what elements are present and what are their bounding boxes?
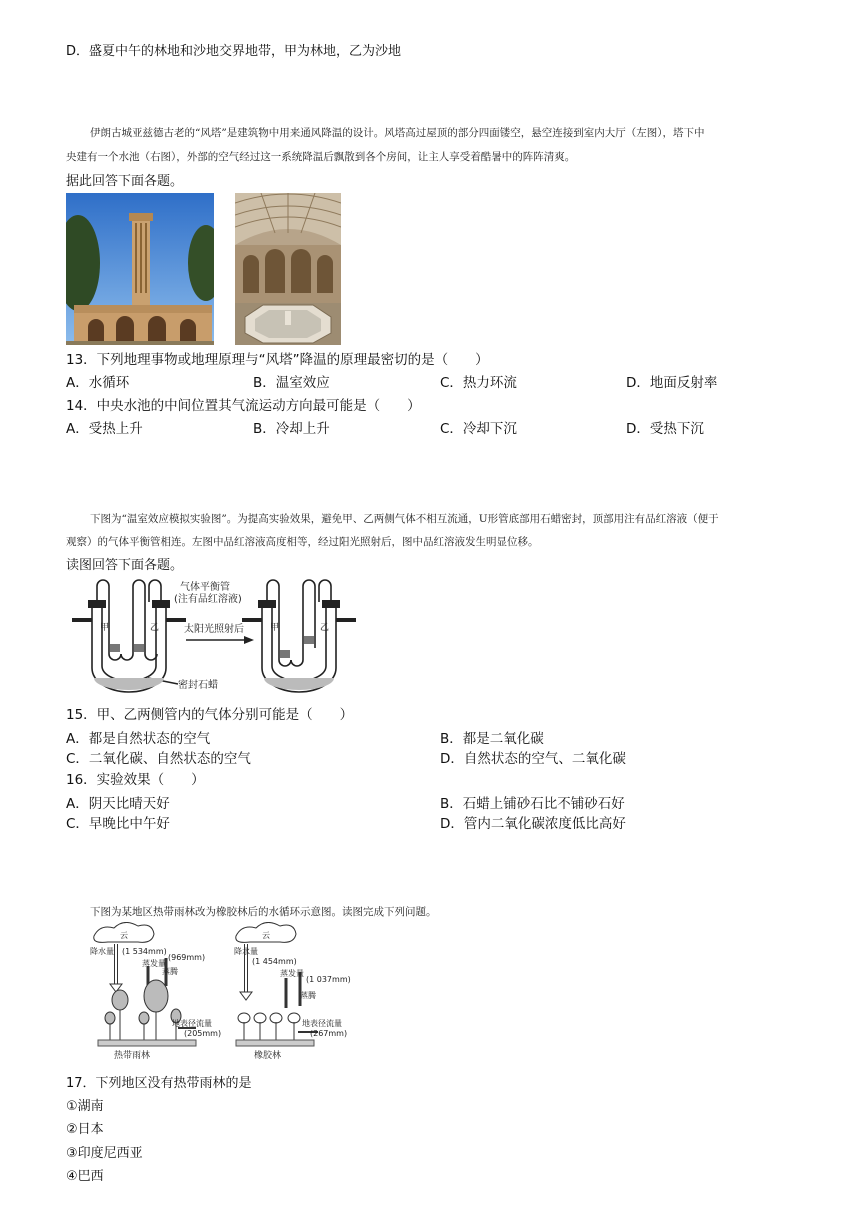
- right-precip-value: (1 454mm): [252, 957, 297, 966]
- label-yi: 乙: [150, 623, 160, 633]
- q13-option-a[interactable]: A．水循环: [66, 375, 130, 391]
- q13-option-d[interactable]: D．地面反射率: [626, 375, 718, 391]
- right-evap-label: 蒸发量: [280, 969, 304, 978]
- right-transp-label: 蒸腾: [300, 991, 316, 1000]
- q13-stem: 13．下列地理事物或地理原理与“风塔”降温的原理最密切的是（ ）: [66, 352, 489, 368]
- q13-option-c[interactable]: C．热力环流: [440, 375, 517, 391]
- label-sunlight: 太阳光照射后: [184, 624, 244, 635]
- left-runoff-value: (205mm): [184, 1029, 222, 1038]
- q16-option-c[interactable]: C．早晚比中午好: [66, 816, 170, 832]
- q15-option-a[interactable]: A．都是自然状态的空气: [66, 731, 211, 747]
- label-yi-right: 乙: [320, 623, 330, 633]
- q17-item-1[interactable]: ①湖南: [66, 1099, 104, 1114]
- q15-option-b[interactable]: B．都是二氧化碳: [440, 731, 544, 747]
- passage3-line1: 下图为某地区热带雨林改为橡胶林后的水循环示意图。读图完成下列问题。: [90, 906, 437, 918]
- q16-stem: 16．实验效果（ ）: [66, 772, 205, 788]
- left-evap-label: 蒸发量: [142, 959, 166, 968]
- q13-option-b[interactable]: B．温室效应: [253, 375, 330, 391]
- q15-stem: 15．甲、乙两侧管内的气体分别可能是（ ）: [66, 707, 354, 723]
- right-caption: 橡胶林: [254, 1051, 282, 1061]
- passage1-line1: 伊朗古城亚兹德古老的“风塔”是建筑物中用来通风降温的设计。风塔高过屋顶的部分四面镂空，悬空连接到室内大厅（左图），塔下中: [90, 127, 705, 139]
- passage1-prompt: 据此回答下面各题。: [66, 174, 184, 189]
- right-precip-label: 降水量: [234, 947, 258, 956]
- left-transp-value: (969mm): [168, 953, 206, 962]
- interior-pool-photo: [235, 193, 341, 345]
- cloud-left: 云: [120, 931, 128, 940]
- q14-stem: 14．中央水池的中间位置其气流运动方向最可能是（ ）: [66, 398, 421, 414]
- label-balance-note: (注有品红溶液): [174, 594, 242, 605]
- q17-item-4[interactable]: ④巴西: [66, 1169, 104, 1184]
- left-precip-label: 降水量: [90, 947, 114, 956]
- label-balance-tube: 气体平衡管: [180, 582, 230, 593]
- label-jia-right: 甲: [270, 623, 280, 633]
- label-wax: 密封石蜡: [178, 680, 218, 691]
- q15-option-c[interactable]: C．二氧化碳、自然状态的空气: [66, 751, 251, 767]
- left-precip-value: (1 534mm): [122, 947, 167, 956]
- q15-option-d[interactable]: D．自然状态的空气、二氧化碳: [440, 751, 626, 767]
- q16-option-d[interactable]: D．管内二氧化碳浓度低比高好: [440, 816, 626, 832]
- u-tube-experiment-diagram: [66, 578, 366, 696]
- wind-tower-photo: [66, 193, 214, 345]
- q14-option-c[interactable]: C．冷却下沉: [440, 421, 517, 437]
- q16-option-a[interactable]: A．阴天比晴天好: [66, 796, 170, 812]
- passage2-prompt: 读图回答下面各题。: [66, 558, 184, 573]
- cloud-right: 云: [262, 931, 270, 940]
- left-transp-label: 蒸腾: [162, 967, 178, 976]
- left-caption: 热带雨林: [114, 1051, 151, 1061]
- q14-option-a[interactable]: A．受热上升: [66, 421, 143, 437]
- water-cycle-diagram: [86, 922, 362, 1066]
- q12-option-d: D．盛夏中午的林地和沙地交界地带，甲为林地，乙为沙地: [66, 44, 402, 59]
- q17-item-2[interactable]: ②日本: [66, 1122, 104, 1137]
- passage2-line2: 观察）的气体平衡管相连。左图中品红溶液高度相等，经过阳光照射后，图中品红溶液发生明显位移。: [66, 536, 539, 548]
- q17-stem: 17．下列地区没有热带雨林的是: [66, 1076, 252, 1091]
- q14-option-d[interactable]: D．受热下沉: [626, 421, 704, 437]
- left-runoff-label: 地表径流量: [172, 1019, 212, 1028]
- right-transp-value: (1 037mm): [306, 975, 351, 984]
- passage2-line1: 下图为“温室效应模拟实验图”。为提高实验效果，避免甲、乙两侧气体不相互流通，U形管底部用石蜡密封，顶部用注有品红溶液（便于: [90, 513, 719, 525]
- q16-option-b[interactable]: B．石蜡上铺砂石比不铺砂石好: [440, 796, 625, 812]
- passage1-line2: 央建有一个水池（右图），外部的空气经过这一系统降温后飘散到各个房间，让主人享受着酷暑中的阵阵清爽。: [66, 151, 576, 163]
- right-runoff-label: 地表径流量: [302, 1019, 342, 1028]
- q17-item-3[interactable]: ③印度尼西亚: [66, 1146, 143, 1161]
- q14-option-b[interactable]: B．冷却上升: [253, 421, 330, 437]
- right-runoff-value: (267mm): [310, 1029, 348, 1038]
- label-jia: 甲: [100, 623, 110, 633]
